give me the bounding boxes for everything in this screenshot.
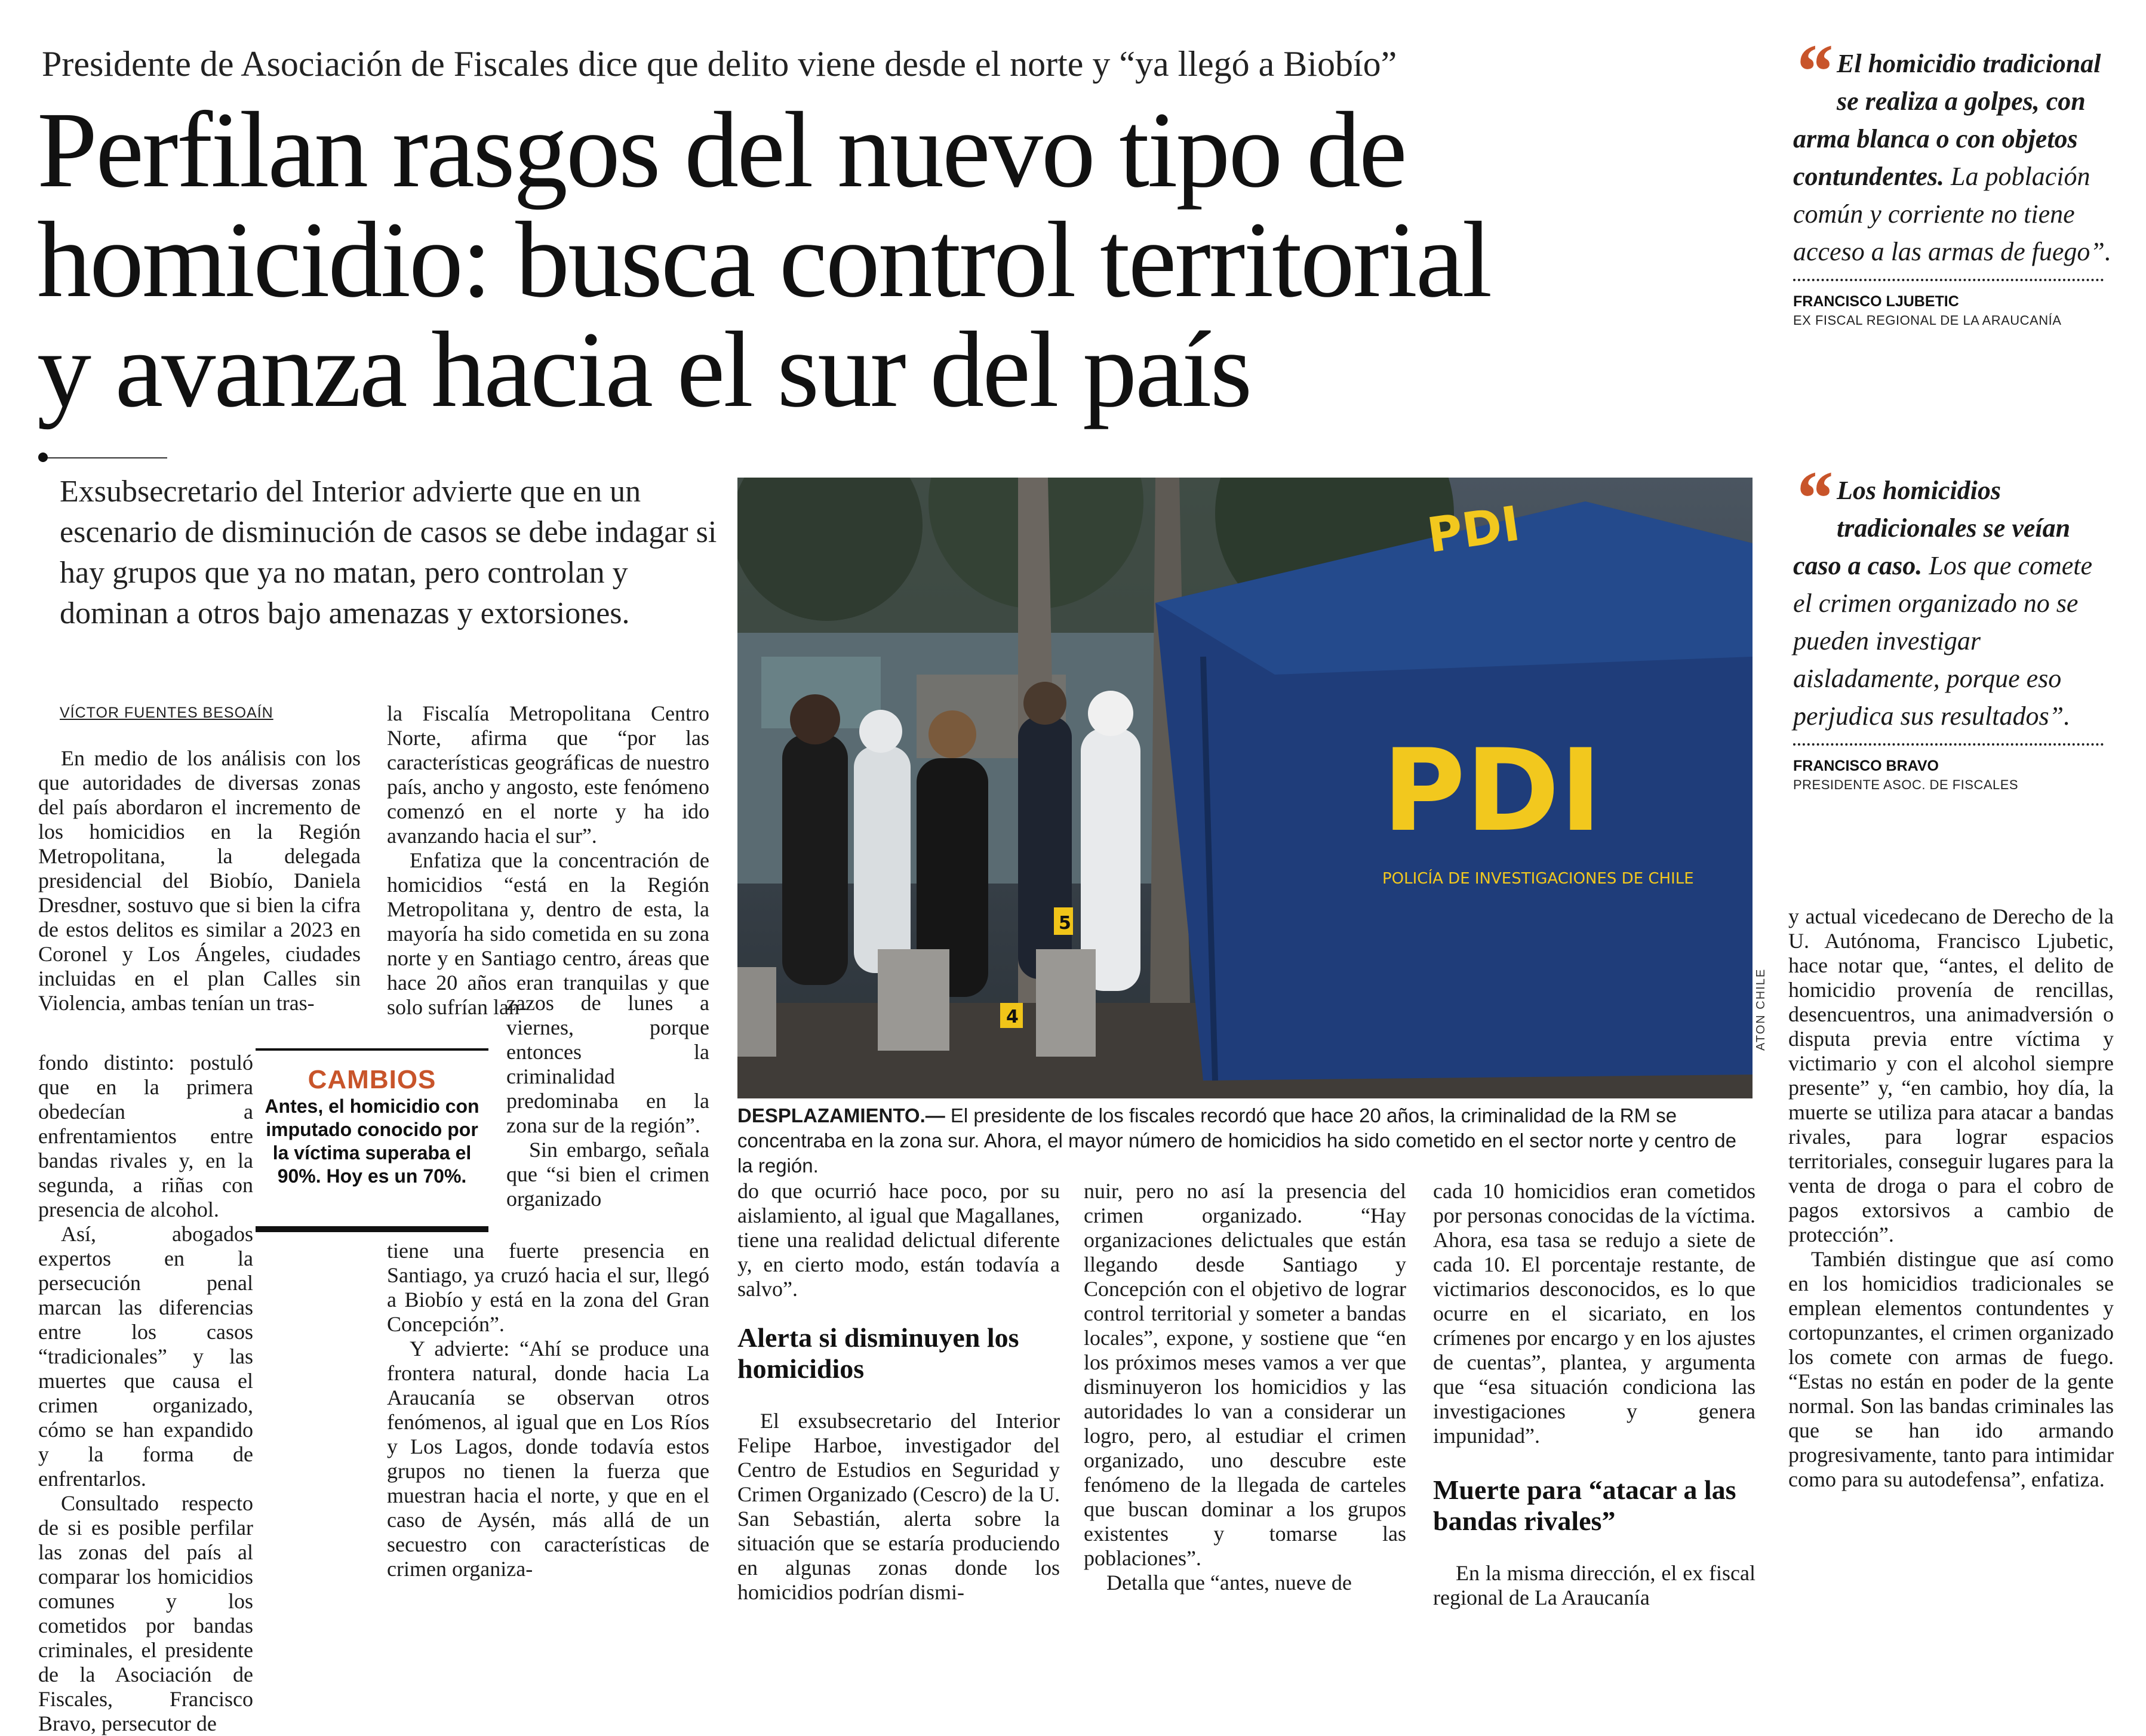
tent-subtitle: POLICÍA DE INVESTIGACIONES DE CHILE (1382, 870, 1694, 888)
caption-text: El presidente de los fiscales recordó que hace 20 años, la criminalidad de la RM se concentraba en la zona sur. Ahora, el mayor número de homicidios ha sido cometido en el sector norte y centro de la región. (737, 1104, 1736, 1177)
article-column-2-continued (506, 991, 709, 1211)
paragraph: Así, abogados expertos en la persecución penal marcan las diferencias entre los casos “tradicionales” y las muertes que causa el crimen organizado, cómo se han expandido y la forma de enfrentarlos. (38, 1222, 253, 1491)
divider (1793, 743, 2104, 746)
article-column-3-continued (737, 1409, 1060, 1605)
paragraph: nuir, pero no así la presencia del crimen organizado. “Hay organizaciones delictuales que están llegando desde Santiago y Concepción con el objetivo de lograr control territorial y someter a bandas locales”, expone, y sostiene que “en los próximos meses vamos a ver que disminuyeron los homicidios y las autoridades lo van a considerar un logro, pero, al estudiar el crimen organizado, uno descubre este fenómeno de la llegada de carteles que buscan dominar a los grupos existentes y tomarse las poblaciones”. (1084, 1179, 1406, 1570)
quote-bold: El homicidio tradicional se realiza a golpes, con arma blanca o con objetos contundentes. (1793, 49, 2101, 191)
paragraph: Y advierte: “Ahí se produce una frontera natural, donde hacia La Araucanía se observan otros fenómenos, al igual que en Los Ríos y Los Lagos, donde todavía estos grupos no tienen la fuerza que muestran hacia el norte, y que en el caso de Aysén, más allá de un secuestro con características de crimen organiza- (387, 1337, 709, 1581)
paragraph: la Fiscalía Metropolitana Centro Norte, afirma que “por las características geográficas de nuestro país, ancho y angosto, este fenómeno comenzó en el norte y ha ido avanzando hacia el sur”. (387, 701, 709, 848)
paragraph: Consultado respecto de si es posible perfilar las zonas del país al comparar los homicidios comunes y los cometidos por bandas criminales, el presidente de la Asociación de Fiscales, Francisco Bravo, persecutor de (38, 1491, 253, 1735)
paragraph: También distingue que así como en los homicidios tradicionales se emplean elementos contundentes y cortopunzantes, el crimen organizado los comete con armas de fuego. “Estas no están en poder de la gente normal. Son las bandas criminales las que se han ido armando progresivamente, tanto para intimidar como para su autodefensa”, enfatiza. (1788, 1247, 2114, 1491)
paragraph: cada 10 homicidios eran cometidos por personas conocidas de la víctima. Ahora, esa tasa se redujo a siete de cada 10. El porcentaje restante, de victimarios desconocidos, es lo que ocurre en el sicariato, en los crímenes por encargo y en los ajustes de cuentas”, plantea, y argumenta que “esa situación condiciona las investigaciones y genera impunidad”. (1433, 1179, 1755, 1448)
headline-line: homicidio: busca control territorial (37, 200, 1491, 320)
quote-author-role: PRESIDENTE ASOC. DE FISCALES (1793, 777, 2019, 792)
article-column-5 (1433, 1179, 1755, 1448)
evidence-marker-4: 4 (1006, 1006, 1019, 1027)
subheading: Alerta si disminuyen los homicidios (737, 1322, 1019, 1384)
paragraph: tiene una fuerte presencia en Santiago, ya cruzó hacia el sur, llegó a Biobío y está en la zona del Gran Concepción”. (387, 1239, 709, 1336)
paragraph: zazos de lunes a viernes, porque entonces la criminalidad predominaba en la zona sur de la región”. (506, 991, 709, 1137)
evidence-marker-5: 5 (1059, 913, 1071, 934)
divider-dot (38, 453, 48, 462)
pull-quote-1 (1793, 29, 2116, 328)
crime-scene-illustration (737, 478, 1753, 1098)
subheading: Muerte para “atacar a las bandas rivales” (1433, 1475, 1736, 1536)
article-column-2-end (387, 1239, 709, 1581)
quote-mark-icon: “ (1793, 29, 1832, 115)
caption-lead: DESPLAZAMIENTO.— (737, 1104, 945, 1126)
tent-logo: PDI (1382, 725, 1602, 857)
paragraph: El exsubsecretario del Interior Felipe Harboe, investigador del Centro de Estudios en Seguridad y Crimen Organizado (Cescro) de la U. San Sebastián, alerta sobre la situación que se estaría produciendo en algunas zonas donde los homicidios podrían dismi- (737, 1409, 1060, 1604)
pull-quote-2 (1793, 455, 2116, 793)
photo-credit: ATON CHILE (1754, 968, 1767, 1051)
quote-author: FRANCISCO LJUBETIC (1793, 293, 1959, 310)
article-column-5-continued (1433, 1561, 1755, 1610)
kicker: Presidente de Asociación de Fiscales dice que delito viene desde el norte y “ya llegó a Biobío” (42, 44, 1397, 84)
quote-text: Los que comete el crimen organizado no se pueden investigar aisladamente, porque eso perjudica sus resultados”. (1793, 551, 2093, 731)
photo-caption (737, 1103, 1753, 1178)
quote-text: La población común y corriente no tiene acceso a las armas de fuego”. (1793, 162, 2111, 266)
stat-box (256, 1048, 488, 1232)
divider (42, 457, 167, 458)
headline (37, 90, 1769, 430)
article-column-1 (38, 746, 361, 1015)
stat-box-title: CAMBIOS (308, 1065, 436, 1094)
paragraph: Sin embargo, señala que “si bien el crimen organizado (506, 1138, 709, 1211)
divider (1793, 279, 2104, 281)
quote-bold: Los homicidios tradicionales se veían caso a caso. (1793, 476, 2071, 580)
article-column-4 (1084, 1179, 1406, 1595)
paragraph: fondo distinto: postuló que en la primera obedecían a enfrentamientos entre bandas rivales y, en la segunda, a riñas con presencia de alcohol. (38, 1051, 253, 1221)
article-column-2 (387, 701, 709, 1020)
article-column-6 (1788, 904, 2114, 1492)
deck: Exsubsecretario del Interior advierte que en un escenario de disminución de casos se debe indagar si hay grupos que ya no matan, pero controlan y dominan a otros bajo amenazas y extorsiones. (60, 475, 717, 630)
article-column-3 (737, 1179, 1060, 1301)
quote-author-role: EX FISCAL REGIONAL DE LA ARAUCANÍA (1793, 313, 2062, 328)
headline-line: y avanza hacia el sur del país (37, 310, 1251, 430)
paragraph: Detalla que “antes, nueve de (1106, 1571, 1352, 1595)
quote-mark-icon: “ (1793, 455, 1832, 541)
paragraph: y actual vicedecano de Derecho de la U. Autónoma, Francisco Ljubetic, hace notar que, “antes, el delito de homicidio provenía de rencillas, desencuentros, una animadversión o disputa previa entre víctima y victimario y con el alcohol siempre presente” y, “en cambio, hoy día, la muerte se utiliza para atacar a bandas rivales, para lograr espacios territoriales, conseguir lugares para la venta de droga o para el cobro de pagos extorsivos a cambio de protección”. (1788, 904, 2114, 1246)
quote-author: FRANCISCO BRAVO (1793, 758, 1939, 774)
paragraph: En medio de los análisis con los que autoridades de diversas zonas del país abordaron el incremento de los homicidios en la Región Metropolitana, la delegada presidencial del Biobío, Daniela Dresdner, sostuvo que si bien la cifra de estos delitos es similar a 2023 en Coronel y Los Ángeles, ciudades incluidas en el plan Calles sin Violencia, ambas tenían un tras- (38, 746, 361, 1015)
paragraph: do que ocurrió hace poco, por su aislamiento, al igual que Magallanes, tiene una realidad delictual diferente y, en cierto modo, están todavía a salvo”. (737, 1179, 1060, 1301)
headline-line: Perfilan rasgos del nuevo tipo de (37, 90, 1406, 210)
news-photo (737, 478, 1753, 1098)
paragraph: Enfatiza que la concentración de homicidios “está en la Región Metropolitana y, dentro de esta, la mayoría ha sido cometida en su zona norte y en Santiago centro, áreas que hace 20 años eran tranquilas y que solo sufrían lan- (387, 848, 709, 1019)
article-column-1-continued (38, 1051, 253, 1736)
tent-logo-top: PDI (1424, 495, 1523, 564)
byline: VÍCTOR FUENTES BESOAÍN (60, 704, 273, 721)
stat-box-text: Antes, el homicidio con imputado conocido por la víctima superaba el 90%. Hoy es un 70%. (265, 1095, 479, 1187)
paragraph: En la misma dirección, el ex fiscal regional de La Araucanía (1433, 1561, 1755, 1609)
